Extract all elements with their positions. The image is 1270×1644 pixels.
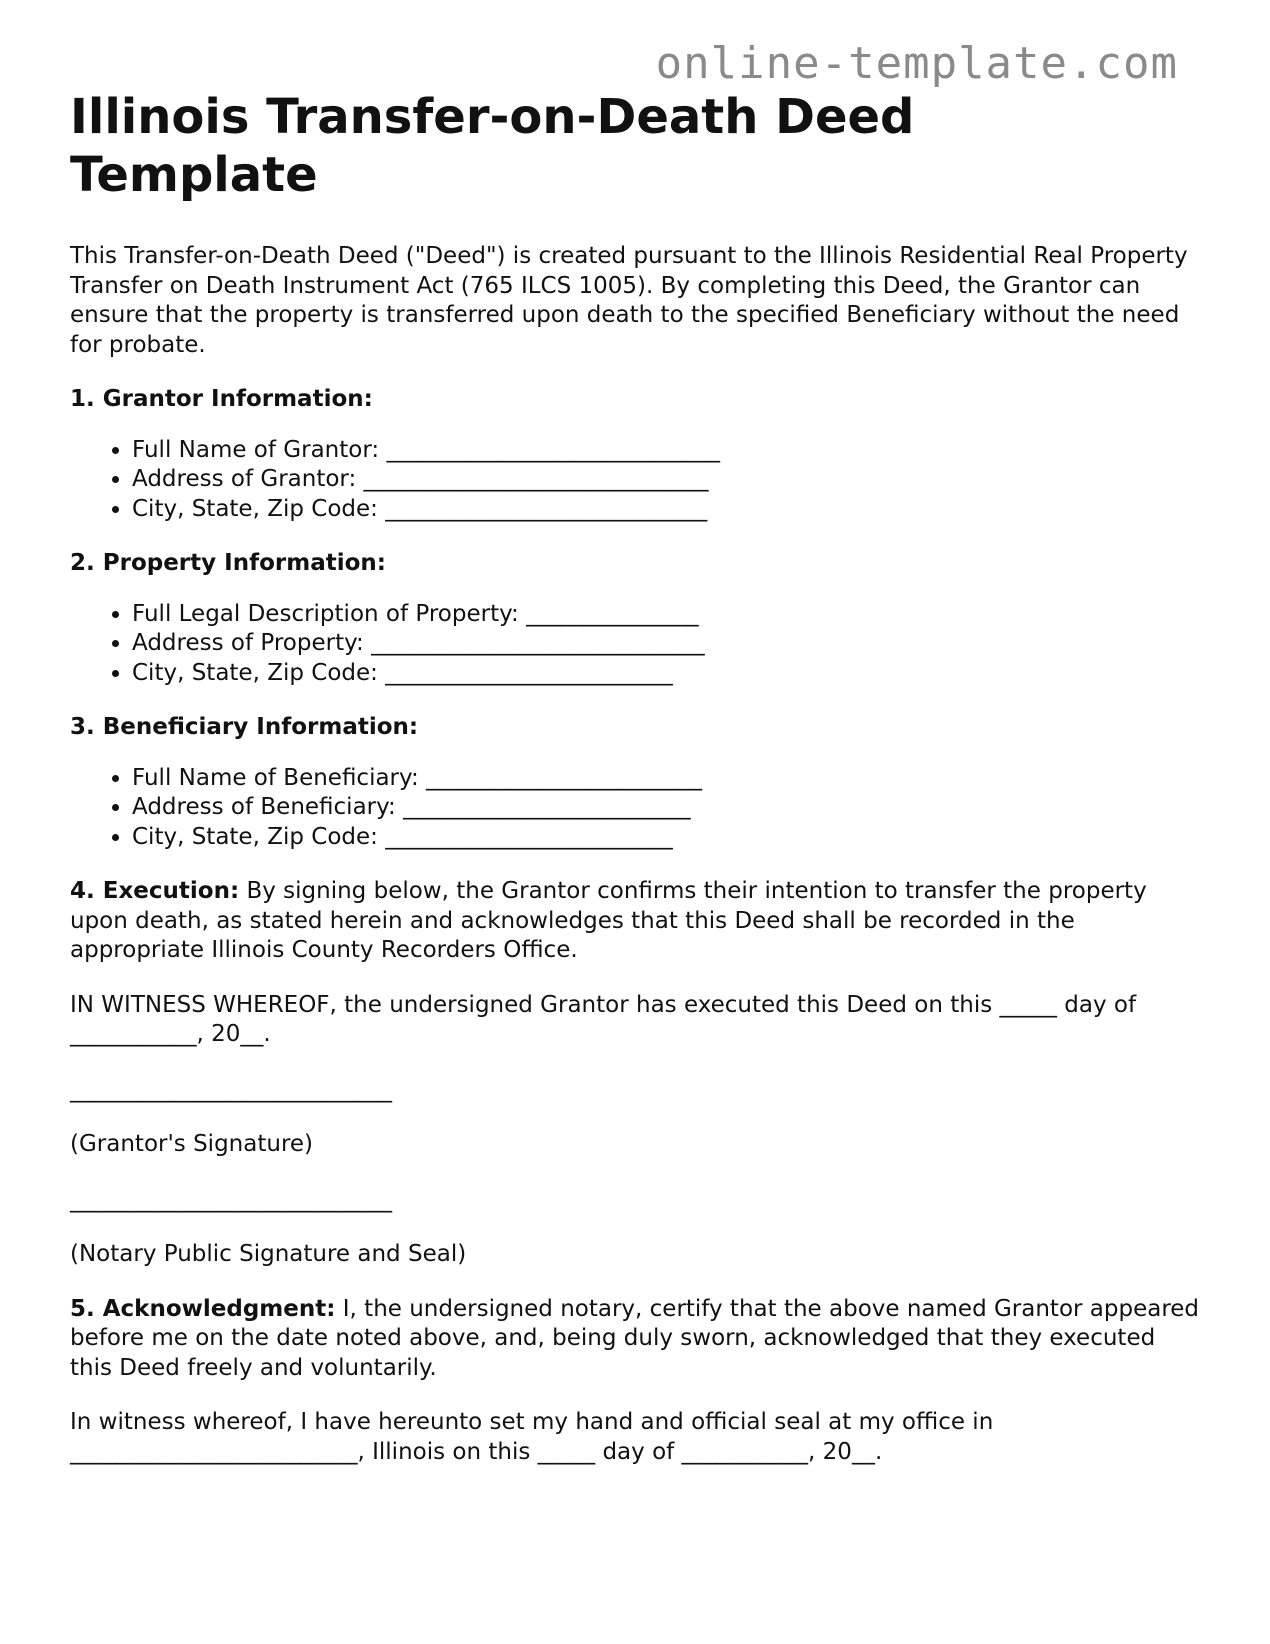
section-execution xyxy=(70,877,1200,966)
grantor-city-field: • City, State, Zip Code: ____________________________ xyxy=(132,495,1200,525)
property-address-field: • Address of Property: _____________________________ xyxy=(132,629,1200,659)
section-execution-heading: 4. Execution: xyxy=(70,878,240,904)
property-field-list xyxy=(70,600,1200,689)
section-beneficiary-heading: 3. Beneficiary Information: xyxy=(70,714,419,740)
grantor-name-field: • Full Name of Grantor: _____________________________ xyxy=(132,436,1200,466)
section-acknowledgment-heading: 5. Acknowledgment: xyxy=(70,1295,336,1322)
beneficiary-city-field: • City, State, Zip Code: _________________________ xyxy=(132,823,1200,853)
grantor-signature-label: (Grantor's Signature) xyxy=(70,1131,314,1157)
closing-paragraph: In witness whereof, I have hereunto set my hand and official seal at my office in _________________________, Illinois on this _____ day of ___________, 20__. xyxy=(70,1409,994,1465)
grantor-signature-line: ____________________________ xyxy=(70,1076,392,1103)
witness-paragraph: IN WITNESS WHEREOF, the undersigned Grantor has executed this Deed on this _____ day of ___________, 20__. xyxy=(70,991,1137,1047)
section-execution-text: By signing below, the Grantor confirms their intention to transfer the property upon death, as stated herein and acknowledges that this Deed shall be recorded in the appropriate Illinois County Recorders Office. xyxy=(70,878,1147,963)
watermark: online-template.com xyxy=(655,38,1178,89)
section-property-heading: 2. Property Information: xyxy=(70,550,386,576)
document-page xyxy=(70,88,1200,1492)
intro-paragraph: This Transfer-on-Death Deed ("Deed") is created pursuant to the Illinois Residential Real Property Transfer on Death Instrument Act (765 ILCS 1005). By completing this Deed, the Grantor can ensure that the property is transferred upon death to the specified Beneficiary without the need for probate. xyxy=(70,243,1188,358)
section-acknowledgment-text: I, the undersigned notary, certify that the above named Grantor appeared before me on the date noted above, and, being duly sworn, acknowledged that they executed this Deed freely and voluntarily. xyxy=(70,1295,1200,1381)
section-grantor-heading: 1. Grantor Information: xyxy=(70,386,373,412)
grantor-address-field: • Address of Grantor: ______________________________ xyxy=(132,465,1200,495)
grantor-field-list xyxy=(70,436,1200,525)
beneficiary-name-field: • Full Name of Beneficiary: ________________________ xyxy=(132,764,1200,794)
beneficiary-address-field: • Address of Beneficiary: _________________________ xyxy=(132,793,1200,823)
notary-signature-label: (Notary Public Signature and Seal) xyxy=(70,1241,467,1267)
property-city-field: • City, State, Zip Code: _________________________ xyxy=(132,659,1200,689)
notary-signature-line: ____________________________ xyxy=(70,1186,392,1213)
section-acknowledgment xyxy=(70,1295,1200,1384)
property-legal-description-field: • Full Legal Description of Property: _______________ xyxy=(132,600,1200,630)
beneficiary-field-list xyxy=(70,764,1200,853)
document-title: Illinois Transfer-on-Death Deed Template xyxy=(70,89,915,203)
